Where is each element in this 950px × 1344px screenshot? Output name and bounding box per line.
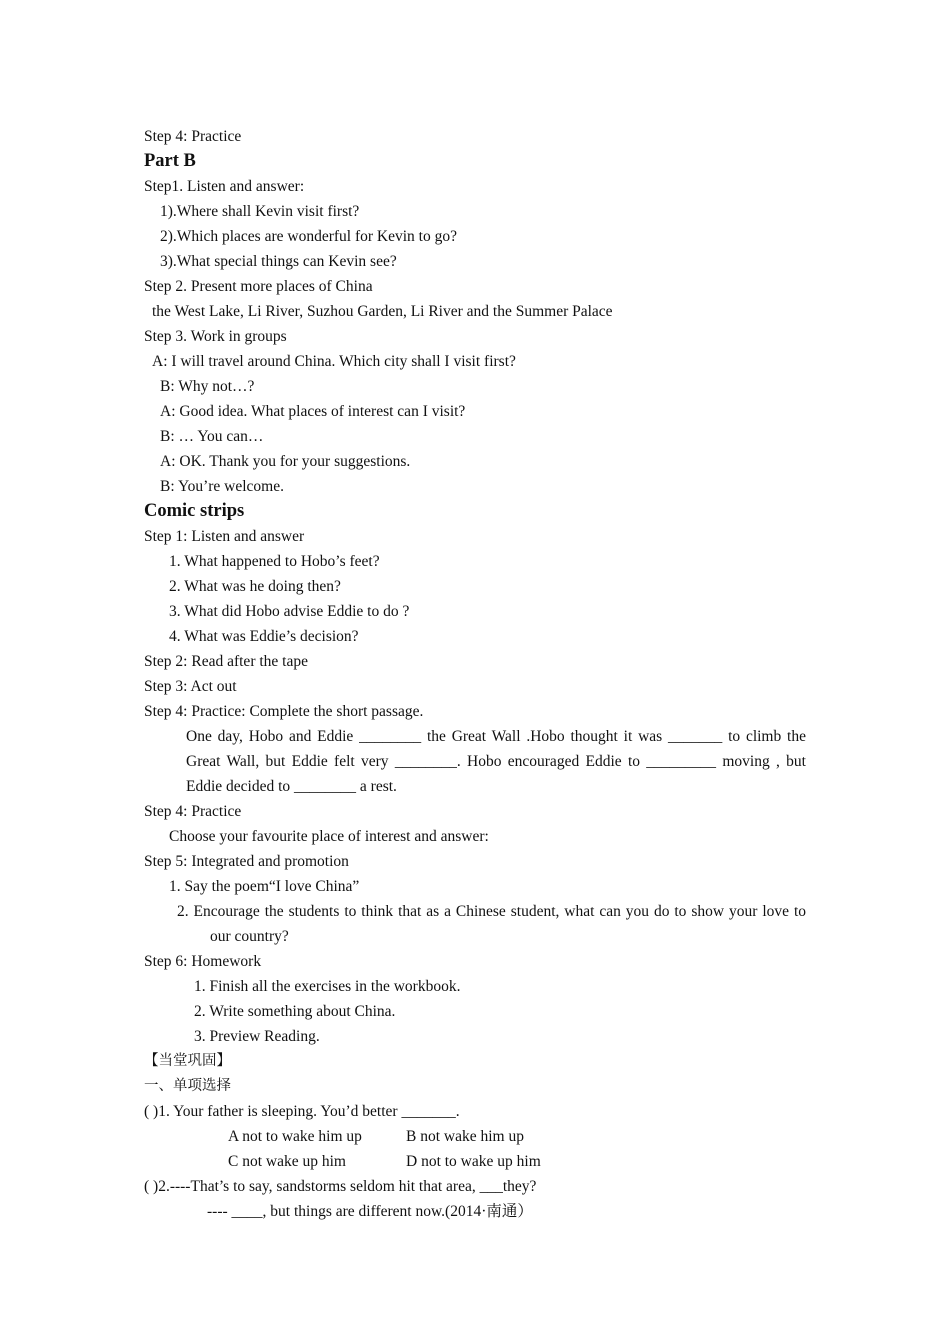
- question-item: 4. What was Eddie’s decision?: [169, 628, 359, 645]
- homework-item: 1. Finish all the exercises in the workbook.: [194, 978, 461, 995]
- cloze-passage: One day, Hobo and Eddie ________ the Great Wall .Hobo thought it was _______ to climb the Great Wall, but Eddie felt very ________. Hobo encouraged Eddie to _________ moving , but Eddie decided to ________ a rest.: [186, 728, 806, 795]
- dialogue-line: A: I will travel around China. Which city shall I visit first?: [152, 353, 516, 370]
- answer-options-row: [144, 1149, 806, 1174]
- homework-item: 3. Preview Reading.: [194, 1028, 320, 1045]
- section-heading-part-b: Part B: [144, 151, 196, 171]
- question-1: ( )1. Your father is sleeping. You’d better _______.: [144, 1103, 460, 1120]
- question-item: 3. What did Hobo advise Eddie to do ?: [169, 603, 410, 620]
- question-item: 3).What special things can Kevin see?: [160, 253, 397, 270]
- option-a: A not to wake him up: [228, 1128, 362, 1145]
- instruction-line: Choose your favourite place of interest and answer:: [169, 828, 489, 845]
- list-item: 2. Encourage the students to think that as a Chinese student, what can you do to show your love to our country?: [177, 903, 806, 945]
- step-heading: Step 1: Listen and answer: [144, 528, 305, 545]
- step-heading: Step 2: Read after the tape: [144, 653, 308, 670]
- document-page: [144, 124, 806, 1224]
- step-heading: Step 5: Integrated and promotion: [144, 853, 349, 870]
- homework-item: 2. Write something about China.: [194, 1003, 396, 1020]
- option-b: B not wake him up: [406, 1128, 524, 1145]
- dialogue-line: B: You’re welcome.: [160, 478, 284, 495]
- step-heading: Step 4: Practice: [144, 803, 242, 820]
- dialogue-line: B: … You can…: [160, 428, 264, 445]
- section-heading-multiple-choice: 一、单项选择: [144, 1078, 231, 1094]
- list-item: 1. Say the poem“I love China”: [169, 878, 360, 895]
- step-heading: Step 3. Work in groups: [144, 328, 287, 345]
- question-item: 1. What happened to Hobo’s feet?: [169, 553, 380, 570]
- step-heading: Step 4: Practice: [144, 128, 242, 145]
- step-heading: Step 3: Act out: [144, 678, 237, 695]
- step-heading: Step1. Listen and answer:: [144, 178, 305, 195]
- step-heading: Step 6: Homework: [144, 953, 262, 970]
- dialogue-line: A: Good idea. What places of interest can I visit?: [160, 403, 466, 420]
- answer-options-row: [144, 1124, 806, 1149]
- option-c: C not wake up him: [228, 1153, 346, 1170]
- option-d: D not to wake up him: [406, 1153, 541, 1170]
- dialogue-line: B: Why not…?: [160, 378, 255, 395]
- question-item: 2. What was he doing then?: [169, 578, 341, 595]
- section-heading-comic-strips: Comic strips: [144, 501, 245, 521]
- question-item: 2).Which places are wonderful for Kevin to go?: [160, 228, 457, 245]
- dialogue-line: A: OK. Thank you for your suggestions.: [160, 453, 411, 470]
- question-2-reply: ---- ____, but things are different now.(2014·南通）: [207, 1203, 533, 1220]
- question-2: ( )2.----That’s to say, sandstorms seldom hit that area, ___they?: [144, 1178, 537, 1195]
- step-heading: Step 2. Present more places of China: [144, 278, 373, 295]
- question-item: 1).Where shall Kevin visit first?: [160, 203, 360, 220]
- step-heading: Step 4: Practice: Complete the short passage.: [144, 703, 424, 720]
- section-heading-consolidation: 【当堂巩固】: [144, 1053, 231, 1069]
- places-list: the West Lake, Li River, Suzhou Garden, Li River and the Summer Palace: [152, 303, 613, 320]
